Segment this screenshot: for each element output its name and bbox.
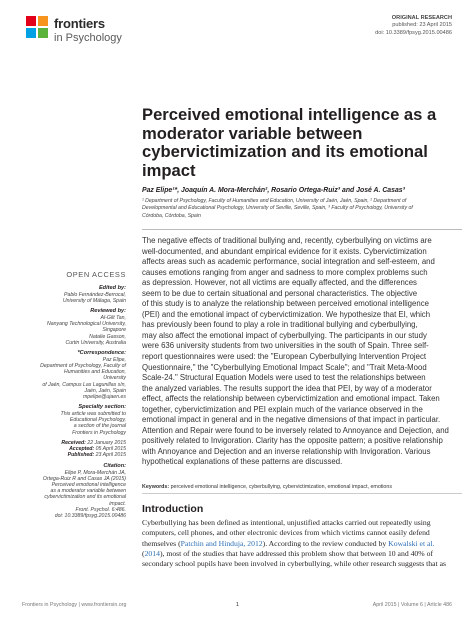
abstract-line: (PEI) and the emotional impact of cybervictimization. We hypothesize that EI, which bbox=[142, 309, 431, 319]
sidebar-line: of Jaén, Campus Las Lagunillas s/n, bbox=[42, 381, 126, 388]
intro-line bbox=[142, 549, 462, 559]
sidebar-line: Jaén, Jaén, Spain bbox=[84, 387, 126, 394]
citation-link[interactable]: Kowalski et al. bbox=[388, 538, 435, 548]
frontiers-logo-icon bbox=[24, 14, 50, 40]
sidebar-line: University of Málaga, Spain bbox=[62, 298, 126, 304]
intro-text: ). According to the review conducted by bbox=[262, 538, 389, 548]
sidebar-block bbox=[40, 404, 126, 436]
intro-text: ), most of the studies that have addressed this problem show that between 10 and 40% of bbox=[159, 548, 433, 558]
sidebar-block bbox=[40, 350, 126, 400]
sidebar-block bbox=[40, 308, 126, 346]
abstract-line: seem to be due to certain situational and personal characteristics. The objective bbox=[142, 288, 418, 298]
abstract-line: causes emotions ranging from anger and sadness to more complex problems such bbox=[142, 267, 428, 277]
sidebar-line: Educational Psychology, bbox=[69, 417, 126, 424]
open-access-label: OPEN ACCESS bbox=[66, 270, 126, 279]
abstract-line: may also affect the emotional impact of cyberbullying. The participants in our study bbox=[142, 330, 427, 340]
sidebar-citation bbox=[40, 463, 126, 519]
sidebar-heading: Reviewed by: bbox=[90, 308, 126, 315]
keywords bbox=[142, 484, 464, 490]
intro-text: themselves ( bbox=[142, 538, 181, 548]
intro-text: Cyberbullying has been defined as intentional, unjustified attacks carried out repeatedly using bbox=[142, 518, 431, 527]
sidebar-heading: Citation: bbox=[103, 462, 126, 469]
sidebar-line: cybervictimization and its emotional bbox=[44, 494, 126, 501]
intro-text: ( bbox=[142, 548, 145, 558]
sidebar-line: Frontiers in Psychology bbox=[72, 429, 126, 436]
abstract-line: effect, affects the relationship between cybervictimization and emotional impact. Taken bbox=[142, 394, 440, 404]
sidebar-line: Ortega-Ruiz R and Casas JA (2015) bbox=[42, 475, 126, 482]
date-label: Accepted: bbox=[69, 446, 95, 453]
keywords-label: Keywords: bbox=[142, 484, 170, 490]
sidebar-line: Paz Elipe, bbox=[102, 356, 126, 363]
abstract-line: affects areas such as academic performance, social integration and self-esteem, and bbox=[142, 257, 435, 267]
intro-line bbox=[142, 539, 462, 549]
sidebar-line: Curtin University, Australia bbox=[65, 339, 126, 346]
affiliations bbox=[142, 198, 442, 220]
abstract-line: hypothetical explanations of these patterns are discussed. bbox=[142, 457, 343, 467]
sidebar-line: doi: 10.3389/fpsyg.2015.00486 bbox=[54, 512, 126, 519]
sidebar-line: Natalie Gasson, bbox=[89, 333, 126, 340]
doi[interactable]: doi: 10.3389/fpsyg.2015.00486 bbox=[375, 29, 452, 36]
abstract-line: were 636 university students from two universities in the south of Spain. Three self- bbox=[142, 341, 429, 351]
sidebar-line: Nanyang Technological University, bbox=[46, 321, 126, 328]
divider bbox=[142, 229, 462, 230]
citation-link[interactable]: Patchin and Hinduja, 2012 bbox=[180, 538, 263, 548]
abstract-line: emotional impact in general and in the negative dimensions of that impact in particular. bbox=[142, 415, 441, 425]
published-date: published: 23 April 2015 bbox=[392, 22, 452, 29]
sidebar-line: Department of Psychology, Faculty of bbox=[40, 363, 126, 370]
article-type: ORIGINAL RESEARCH bbox=[391, 15, 452, 21]
sidebar-block bbox=[40, 285, 126, 304]
frontiers-logo bbox=[24, 14, 144, 50]
intro-text: secondary school pupils have been involved in cyberbullying, while other research suggests that as bbox=[142, 559, 447, 569]
sidebar-line: as a moderator variable between bbox=[50, 488, 126, 495]
affiliation-line: Córdoba, Córdoba, Spain bbox=[142, 212, 201, 219]
article-title: Perceived emotional intelligence as a moderator variable between cybervictimization and its emotional impact bbox=[142, 105, 437, 180]
sidebar-line: Elipe P, Mora-Merchán JA, bbox=[64, 469, 126, 476]
sidebar-heading: *Correspondence: bbox=[77, 350, 126, 357]
keywords-text: perceived emotional intelligence, cyberbullying, cybervictimization, emotional impact, emotions bbox=[170, 484, 392, 490]
journal-subtitle: in Psychology bbox=[54, 32, 122, 44]
abstract-line: as depression. However, not all victims are equally affected, and the differences bbox=[142, 278, 417, 288]
sidebar-line: impact. bbox=[109, 500, 126, 507]
abstract-line: Scale-24." Structural Equation Models were used to test the relationships between bbox=[142, 373, 426, 383]
abstract-line: has previously been found to play a role in traditional bullying and cyberbullying, bbox=[142, 320, 418, 330]
page-number: 1 bbox=[236, 602, 239, 608]
sidebar-heading: Edited by: bbox=[98, 285, 126, 291]
abstract-line: Questionnaire," the "Cyberbullying Emotional Impact Scale"; and "Trait Meta-Mood bbox=[142, 362, 427, 372]
affiliation-line: Developmental and Educational Psychology, University of Seville, Seville, Spain, ³ Faculty of Psychology, University of bbox=[142, 205, 413, 212]
sidebar-line: a section of the journal bbox=[73, 423, 126, 430]
intro-line bbox=[142, 528, 462, 538]
sidebar-line: Front. Psychol. 6:486. bbox=[75, 506, 126, 513]
abstract bbox=[142, 236, 462, 468]
abstract-line: report questionnaires were used: the "European Cyberbullying Intervention Project bbox=[142, 352, 427, 362]
footer-journal[interactable]: Frontiers in Psychology | www.frontiersin.org bbox=[22, 602, 127, 608]
date-value: 23 April 2015 bbox=[95, 452, 126, 459]
sidebar-dates bbox=[40, 440, 126, 459]
date-value: 22 January 2015 bbox=[87, 439, 126, 446]
citation-link[interactable]: 2014 bbox=[144, 548, 160, 558]
sidebar-line: Singapore bbox=[102, 327, 126, 334]
affiliation-line: ¹ Department of Psychology, Faculty of Humanities and Education, University of Jaén, Jaén, Spain, ² Department of bbox=[142, 198, 407, 204]
sidebar-line: Perceived emotional intelligence bbox=[51, 481, 126, 488]
intro-text: computers, cell phones, and other electronic devices from which victims cannot easily defend bbox=[142, 528, 430, 538]
date-value: 05 April 2015 bbox=[95, 446, 126, 453]
date-label: Received: bbox=[61, 439, 86, 446]
sidebar-line: This article was submitted to bbox=[60, 411, 126, 418]
article-info-sidebar bbox=[40, 270, 126, 523]
divider bbox=[142, 493, 462, 494]
intro-line bbox=[142, 518, 462, 528]
date-row bbox=[40, 452, 126, 458]
sidebar-line: Humanities and Education, University bbox=[64, 369, 126, 382]
intro-line bbox=[142, 559, 462, 569]
section-heading-introduction: Introduction bbox=[142, 503, 204, 515]
abstract-line: together, cybervictimization and PEI explain much of the variance observed in the bbox=[142, 404, 423, 414]
abstract-line: The negative effects of traditional bullying and, recently, cyberbullying on victims are bbox=[142, 236, 432, 245]
abstract-line: well-documented, and abundant empirical evidence for it exists. Cybervictimization bbox=[142, 246, 427, 256]
abstract-line: the analyzed variables. The results support the idea that PEI, by way of a moderator bbox=[142, 383, 432, 393]
journal-brand: frontiers bbox=[54, 16, 105, 31]
author-list: Paz Elipe¹*, Joaquín A. Mora-Merchán², Rosario Ortega-Ruiz³ and José A. Casas³ bbox=[142, 187, 405, 194]
abstract-line: positively related to Invigoration. Clarity has the opposite pattern; a positive relationship bbox=[142, 436, 443, 446]
article-meta bbox=[375, 15, 452, 37]
sidebar-line: Pablo Fernández-Berrocal, bbox=[64, 291, 126, 298]
introduction-body bbox=[142, 518, 462, 569]
footer-volume: April 2015 | Volume 6 | Article 486 bbox=[372, 602, 452, 608]
abstract-line: of this study is to analyze the relationship between perceived emotional intelligence bbox=[142, 299, 429, 309]
correspondence-email[interactable]: mpelipe@ujaen.es bbox=[82, 394, 126, 401]
abstract-line: with Annoyance and Dejection and an inverse relationship with Invigoration. Various bbox=[142, 446, 431, 456]
sidebar-heading: Specialty section: bbox=[78, 404, 126, 411]
sidebar-line: Al-Gilt Tan, bbox=[100, 315, 126, 321]
abstract-line: Attention and Repair were found to be inversely related to Annoyance and Dejection, and bbox=[142, 425, 449, 435]
date-label: Published: bbox=[67, 452, 95, 459]
